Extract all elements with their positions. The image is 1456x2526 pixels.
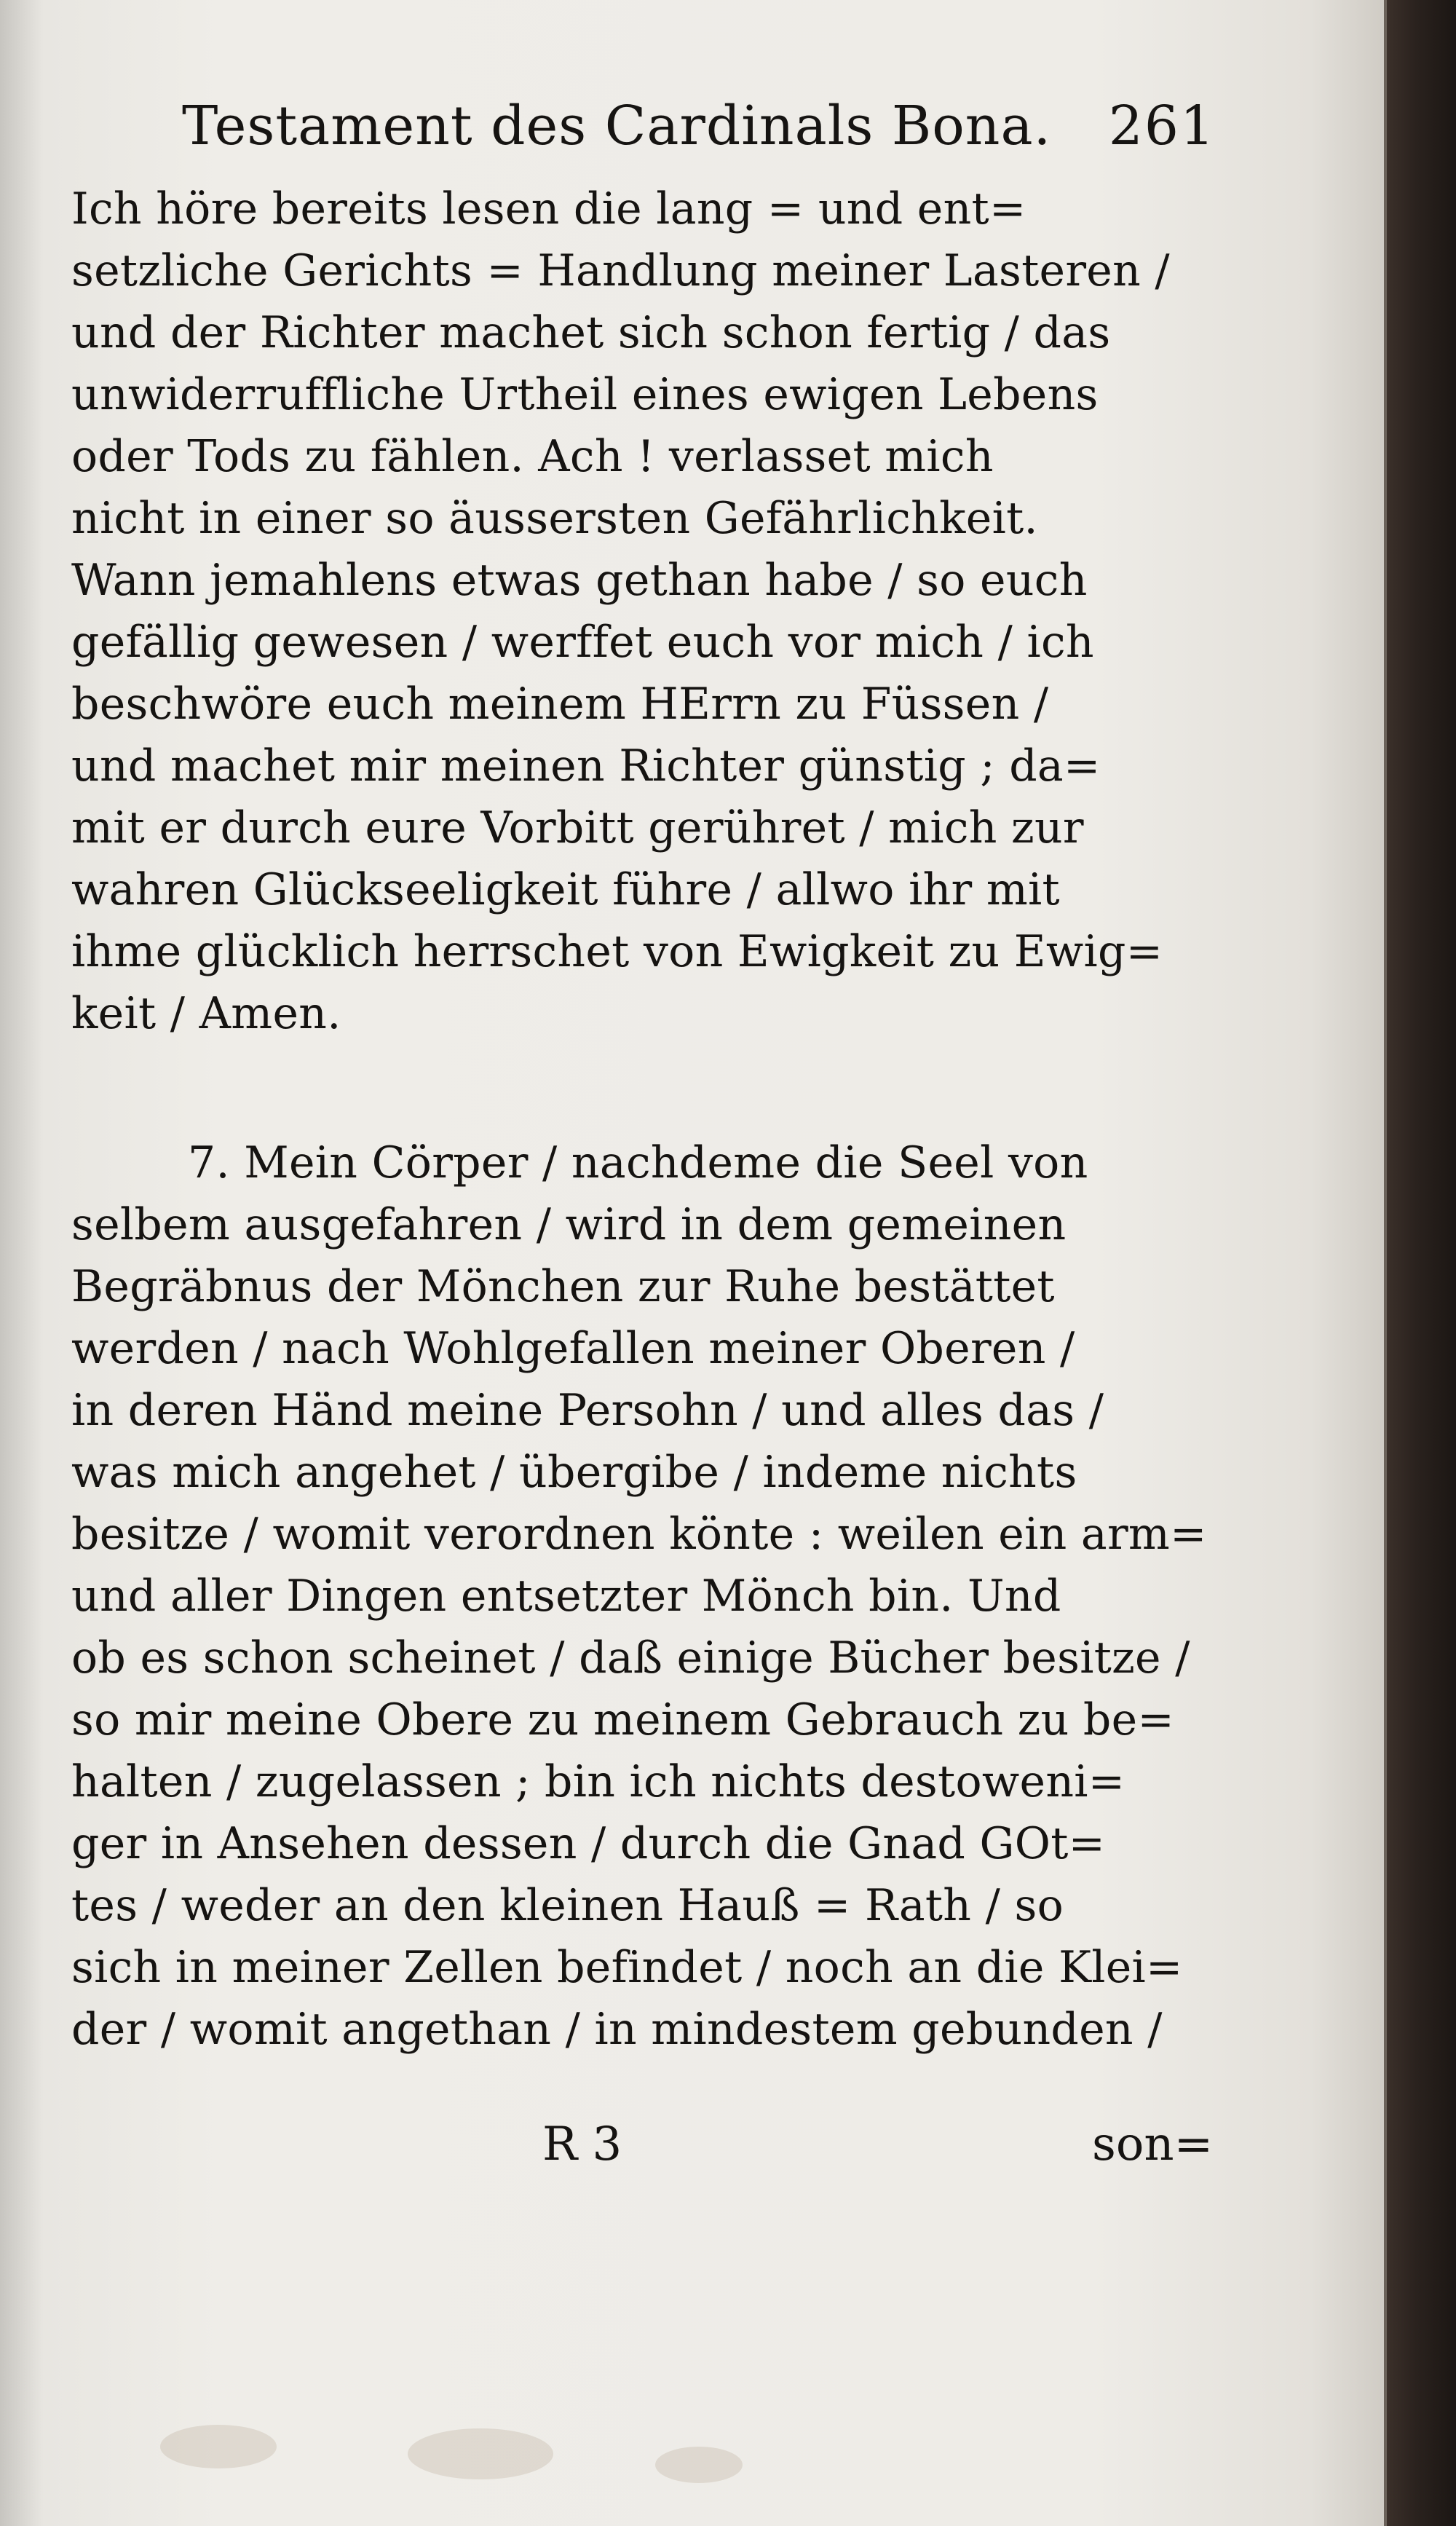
text-line: beschwöre euch meinem HErrn zu Füssen / [71, 679, 1049, 730]
page-footer [0, 2112, 1387, 2177]
text-line: Begräbnus der Mönchen zur Ruhe bestättet [71, 1261, 1055, 1312]
text-line: Wann jemahlens etwas gethan habe / so euch [71, 555, 1088, 606]
text-line: nicht in einer so äussersten Gefährlichkeit. [71, 493, 1038, 544]
text-line: der / womit angethan / in mindestem gebunden / [71, 2004, 1163, 2055]
text-line: selbem ausgefahren / wird in dem gemeinen [71, 1199, 1067, 1250]
text-line: besitze / womit verordnen könte : weilen ein arm= [71, 1509, 1207, 1560]
text-line: so mir meine Obere zu meinem Gebrauch zu be= [71, 1694, 1175, 1745]
text-line: und der Richter machet sich schon fertig / das [71, 307, 1111, 358]
book-cover-edge [1387, 0, 1456, 2526]
text-line: was mich angehet / übergibe / indeme nichts [71, 1447, 1077, 1498]
text-line: in deren Händ meine Persohn / und alles das / [71, 1385, 1104, 1436]
text-line: ihme glücklich herrschet von Ewigkeit zu Ewig= [71, 926, 1163, 977]
paper-stain [655, 2447, 743, 2483]
text-line: mit er durch eure Vorbitt gerühret / mich zur [71, 802, 1084, 853]
page-header [182, 93, 1216, 166]
text-line: keit / Amen. [71, 988, 341, 1039]
text-line: ob es schon scheinet / daß einige Bücher besitze / [71, 1633, 1190, 1684]
running-head: Testament des Cardinals Bona. [182, 95, 1052, 157]
signature-mark: R 3 [542, 2118, 622, 2171]
text-line: Ich höre bereits lesen die lang = und ent= [71, 183, 1026, 234]
text-line: ger in Ansehen dessen / durch die Gnad GOt= [71, 1818, 1106, 1869]
text-line: gefällig gewesen / werffet euch vor mich / ich [71, 617, 1094, 668]
text-line: oder Tods zu fählen. Ach ! verlasset mich [71, 431, 994, 482]
text-line: werden / nach Wohlgefallen meiner Oberen / [71, 1323, 1075, 1374]
text-line: setzliche Gerichts = Handlung meiner Lasteren / [71, 245, 1170, 296]
text-line: halten / zugelassen ; bin ich nichts destoweni= [71, 1756, 1125, 1807]
text-line: tes / weder an den kleinen Hauß = Rath / so [71, 1880, 1064, 1931]
paper-stain [160, 2425, 277, 2468]
paragraph-2 [71, 1132, 1213, 2061]
text-line: und machet mir meinen Richter günstig ; da= [71, 741, 1101, 792]
text-line: und aller Dingen entsetzter Mönch bin. Und [71, 1571, 1061, 1622]
page-number: 261 [1108, 95, 1216, 157]
text-line: wahren Glückseeligkeit führe / allwo ihr mit [71, 864, 1060, 915]
paragraph-1 [71, 178, 1213, 1045]
text-line: sich in meiner Zellen befindet / noch an die Klei= [71, 1942, 1183, 1993]
catchword: son= [1092, 2118, 1214, 2171]
text-line: unwiderruffliche Urtheil eines ewigen Lebens [71, 369, 1099, 420]
text-line: 7. Mein Cörper / nachdeme die Seel von [188, 1137, 1088, 1188]
paper-stain [408, 2428, 553, 2479]
